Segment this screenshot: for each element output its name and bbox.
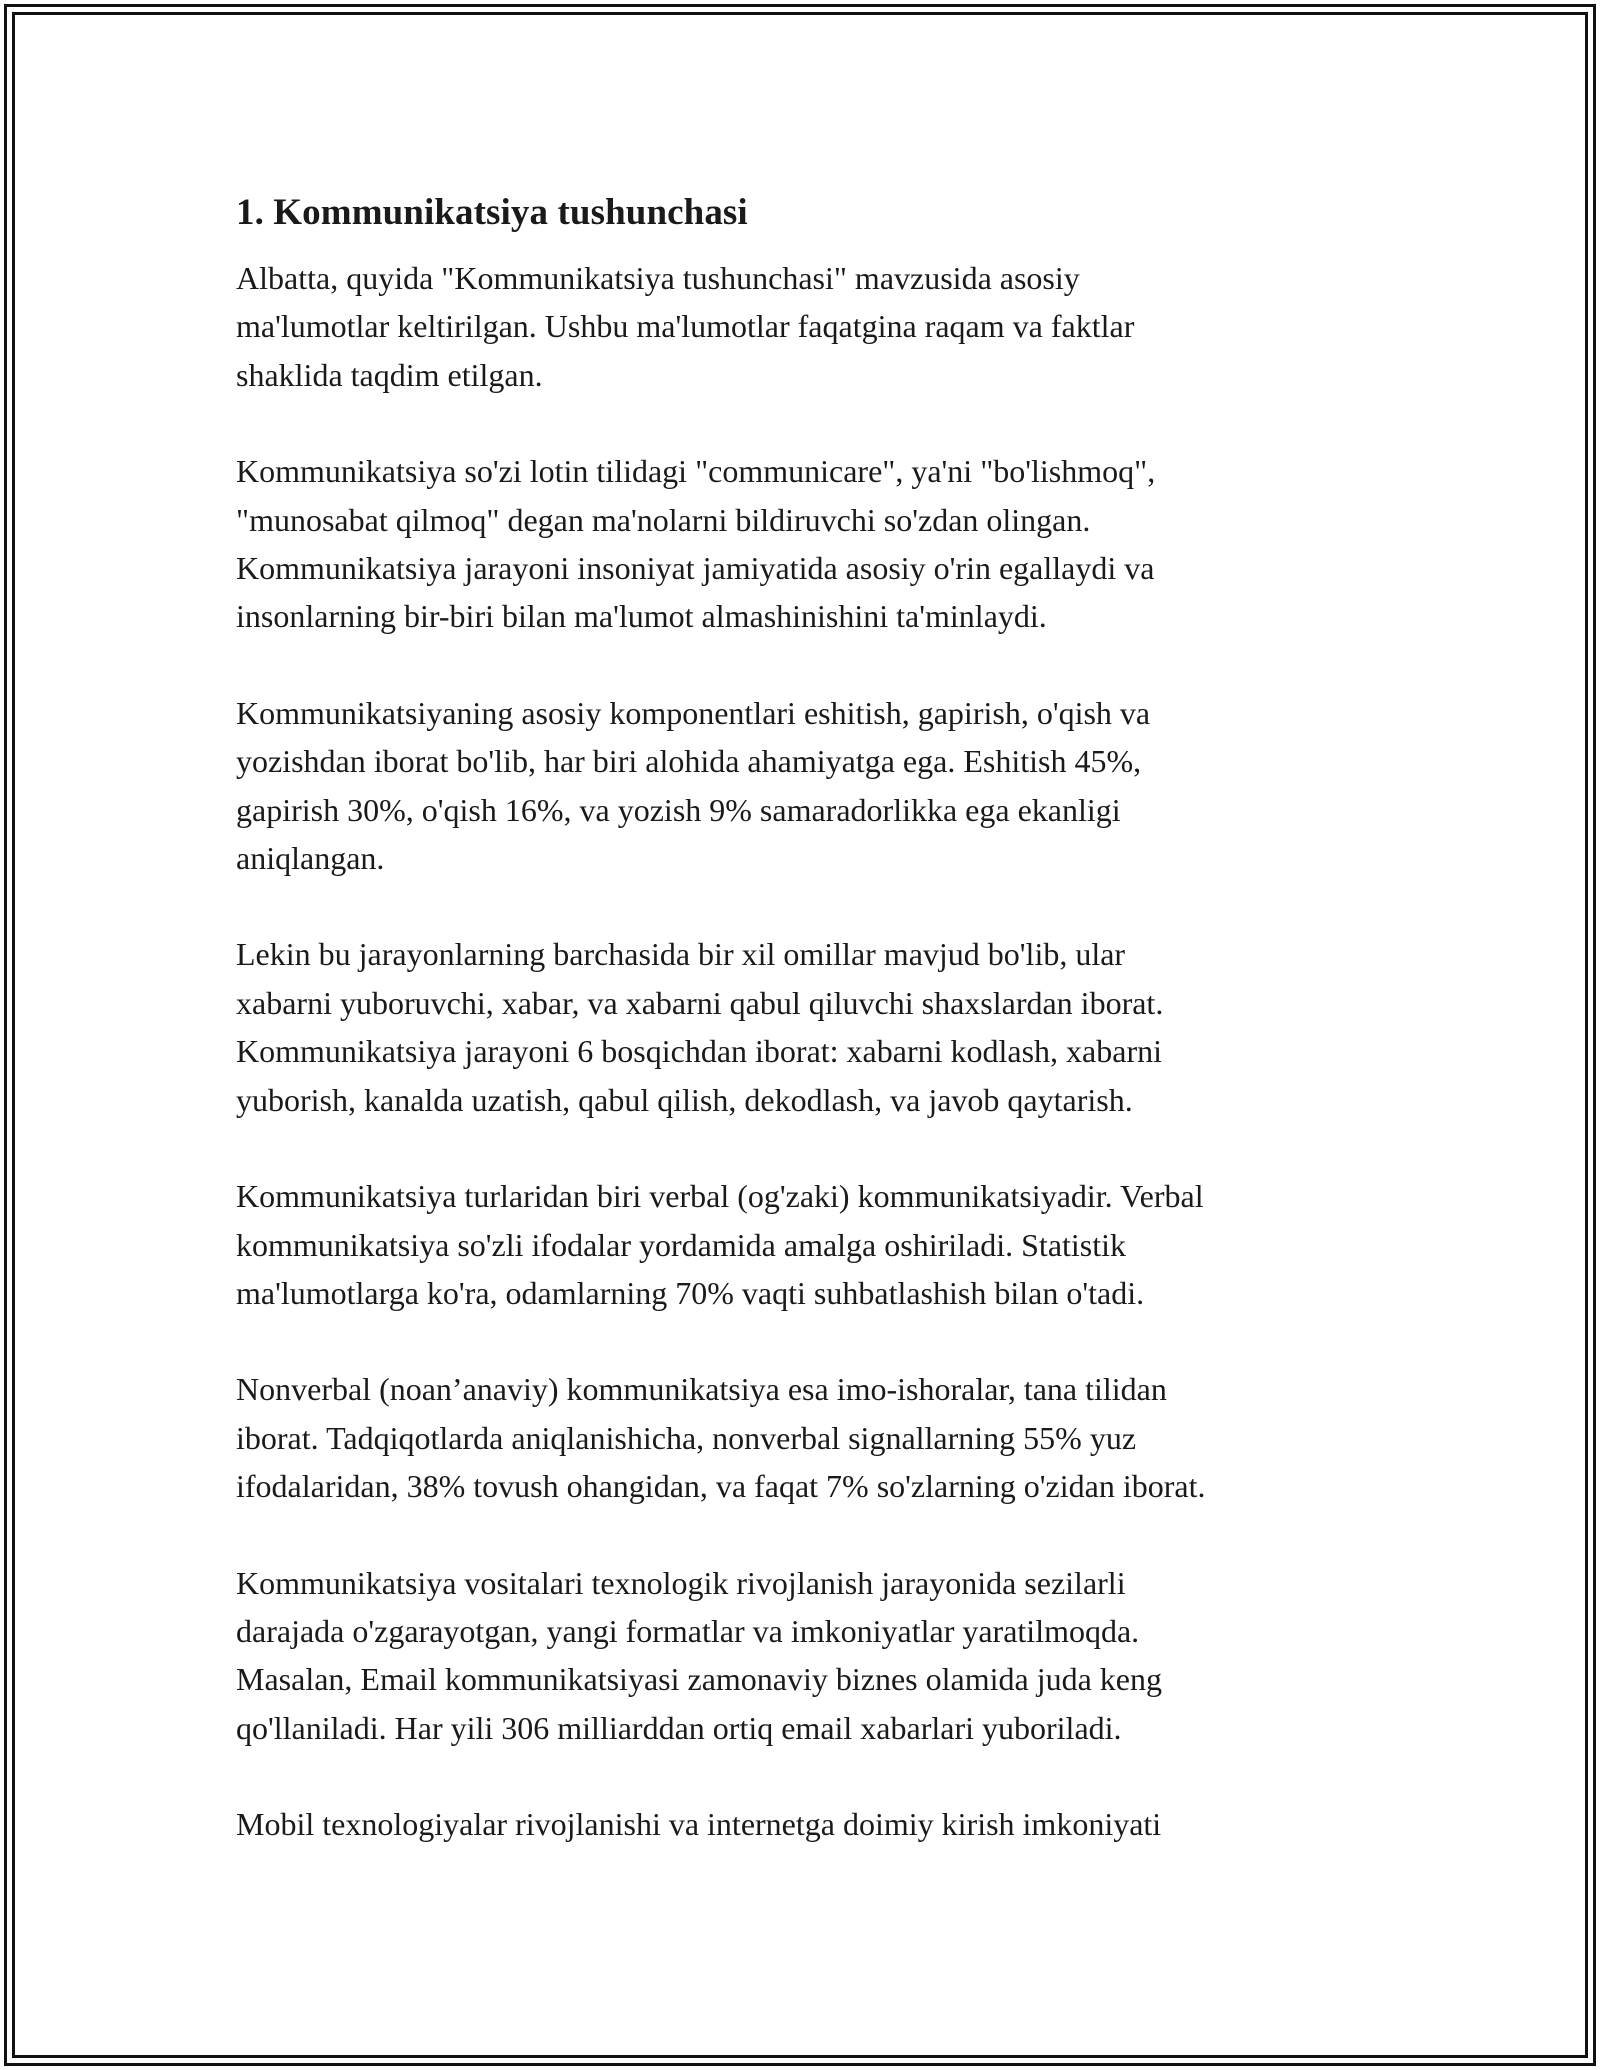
paragraph-tools: Kommunikatsiya vositalari texnologik rivojlanish jarayonida sezilarli darajada o'zgarayotgan, yangi formatlar va imkoniyatlar yaratilmoqda. Masalan, Email kommunikatsiyasi zamonaviy biznes olamida juda keng qo'llaniladi. Har yili 306 milliarddan ortiq email xabarlari yuboriladi.: [236, 1564, 1162, 1746]
paragraph-etymology: Kommunikatsiya so'zi lotin tilidagi "communicare", ya'ni "bo'lishmoq", "munosabat qilmoq" degan ma'nolarni bildiruvchi so'zdan olingan. Kommunikatsiya jarayoni insoniyat jamiyatida asosiy o'rin egallaydi va insonlarning bir-biri bilan ma'lumot almashinishini ta'minlaydi.: [236, 453, 1156, 635]
section-title: 1. Kommunikatsiya tushunchasi: [236, 192, 748, 233]
paragraph-process: Lekin bu jarayonlarning barchasida bir xil omillar mavjud bo'lib, ular xabarni yuboruvchi, xabar, va xabarni qabul qiluvchi shaxslardan iborat. Kommunikatsiya jarayoni 6 bosqichdan iborat: xabarni kodlash, xabarni yuborish, kanalda uzatish, qabul qilish, dekodlash, va javob qaytarish.: [236, 936, 1164, 1118]
document-body: [236, 186, 1366, 1849]
paragraph-intro: Albatta, quyida "Kommunikatsiya tushunchasi" mavzusida asosiy ma'lumotlar keltirilgan. Ushbu ma'lumotlar faqatgina raqam va faktlar shaklida taqdim etilgan.: [236, 260, 1135, 393]
paragraph-components: Kommunikatsiyaning asosiy komponentlari eshitish, gapirish, o'qish va yozishdan iborat bo'lib, har biri alohida ahamiyatga ega. Eshitish 45%, gapirish 30%, o'qish 16%, va yozish 9% samaradorlikka ega ekanligi aniqlangan.: [236, 694, 1151, 877]
paragraph-mobile: Mobil texnologiyalar rivojlanishi va internetga doimiy kirish imkoniyati: [236, 1806, 1162, 1843]
paragraph-list: [236, 254, 1366, 1849]
paragraph-verbal: Kommunikatsiya turlaridan biri verbal (og'zaki) kommunikatsiyadir. Verbal kommunikatsiya so'zli ifodalar yordamida amalga oshiriladi. Statistik ma'lumotlarga ko'ra, odamlarning 70% vaqti suhbatlashish bilan o'tadi.: [236, 1178, 1204, 1311]
paragraph-nonverbal: Nonverbal (noan’anaviy) kommunikatsiya esa imo-ishoralar, tana tilidan iborat. Tadqiqotlarda aniqlanishicha, nonverbal signallarning 55% yuz ifodalaridan, 38% tovush ohangidan, va faqat 7% so'zlarning o'zidan iborat.: [236, 1371, 1206, 1505]
